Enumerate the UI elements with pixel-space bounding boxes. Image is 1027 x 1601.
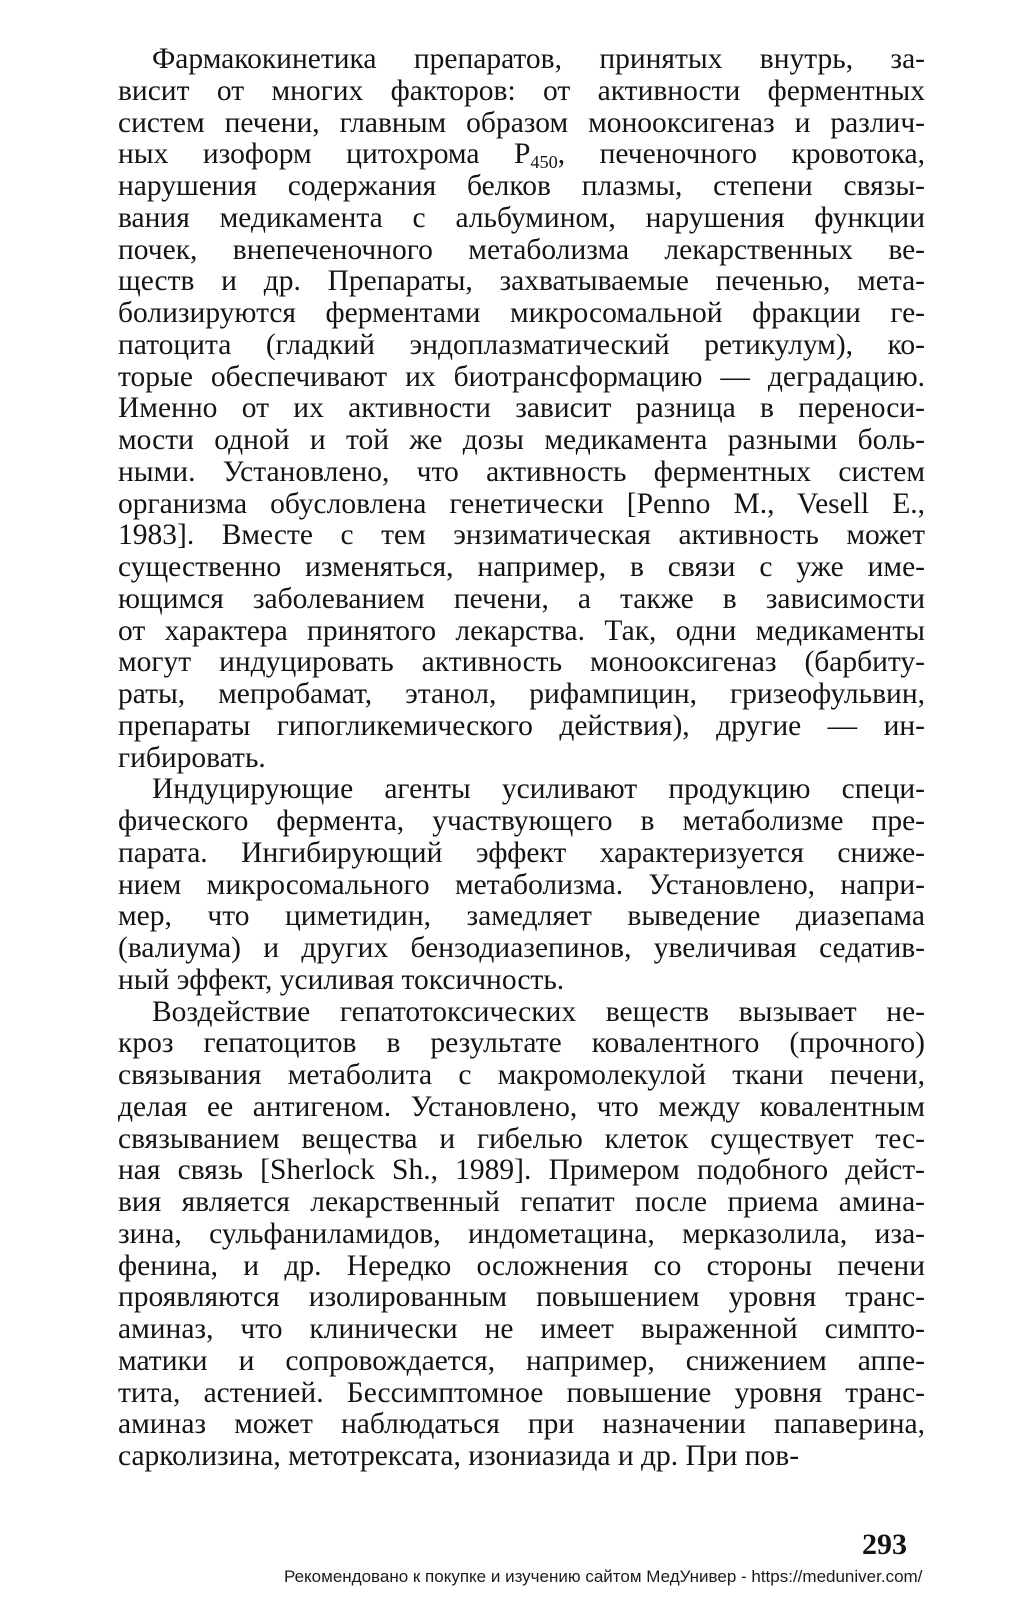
cytochrome-subscript: 450	[530, 152, 558, 171]
paragraph-inducing-agents	[118, 774, 925, 996]
text-line: фенина, и др. Нередко осложнения со стороны печени	[118, 1250, 925, 1282]
text-line: висит от многих факторов: от активности ферментных	[118, 75, 925, 107]
text-line: Воздействие гепатотоксических веществ вызывает не-	[152, 996, 925, 1028]
text-line: Индуцирующие агенты усиливают продукцию специ-	[152, 774, 925, 806]
footer-watermark-text: Рекомендовано к покупке и изучению сайтом МедУнивер - https://meduniver.com/	[284, 1567, 923, 1586]
text-line: раты, мепробамат, этанол, рифампицин, гризеофульвин,	[118, 679, 925, 710]
text-line: почек, внепеченочного метаболизма лекарственных ве-	[118, 234, 925, 266]
text-line: болизируются ферментами микросомальной фракции ге-	[118, 298, 925, 329]
text-line: вия является лекарственный гепатит после приема амина-	[118, 1187, 925, 1218]
text-line: патоцита (гладкий эндоплазматический ретикулум), ко-	[118, 329, 925, 361]
text-line: организма обусловлена генетически [Penno M., Vesell E.,	[118, 488, 925, 520]
text-line: тита, астенией. Бессимптомное повышение уровня транс-	[118, 1377, 925, 1409]
text-line: ный эффект, усиливая токсичность.	[118, 964, 565, 996]
text-line: препараты гипогликемического действия), другие — ин-	[118, 710, 925, 742]
text-line: матики и сопровождается, например, снижением аппе-	[118, 1345, 925, 1377]
text-line: аминаз, что клинически не имеет выраженной симпто-	[118, 1314, 925, 1345]
text-line: парата. Ингибирующий эффект характеризуется сниже-	[118, 837, 925, 869]
paragraph-hepatotoxic-substances	[118, 997, 925, 1473]
text-line: систем печени, главным образом монооксигеназ и различ-	[118, 107, 925, 139]
text-line: от характера принятого лекарства. Так, одни медикаменты	[118, 615, 925, 647]
page-body	[118, 44, 925, 1473]
text-line: (валиума) и других бензодиазепинов, увеличивая седатив-	[118, 933, 925, 964]
text-line: делая ее антигеном. Установлено, что между ковалентным	[118, 1091, 925, 1123]
text-line: существенно изменяться, например, в связи с уже име-	[118, 552, 925, 583]
paragraph-pharmacokinetics	[118, 44, 925, 774]
text-line: Именно от их активности зависит разница в переноси-	[118, 393, 925, 425]
text-line	[118, 139, 925, 171]
text-line: ществ и др. Препараты, захватываемые печенью, мета-	[118, 266, 925, 298]
text-line: фического фермента, участвующего в метаболизме пре-	[118, 806, 925, 837]
text-line: нием микросомального метаболизма. Установлено, напри-	[118, 869, 925, 901]
text-line: ющимся заболеванием печени, а также в зависимости	[118, 583, 925, 615]
text-line: кроз гепатоцитов в результате ковалентного (прочного)	[118, 1028, 925, 1060]
text-line: ными. Установлено, что активность ферментных систем	[118, 456, 925, 488]
text-line-main: ных изоформ цитохрома P	[118, 139, 531, 171]
text-line: проявляются изолированным повышением уровня транс-	[118, 1282, 925, 1314]
text-line: мости одной и той же дозы медикамента разными боль-	[118, 425, 925, 456]
text-line: связывания метаболита с макромолекулой ткани печени,	[118, 1060, 925, 1091]
text-line: вания медикамента с альбумином, нарушения функции	[118, 202, 925, 234]
text-line: могут индуцировать активность монооксигеназ (барбиту-	[118, 647, 925, 679]
page-number: 293	[862, 1528, 907, 1561]
text-line: сарколизина, метотрексата, изониазида и др. При пов-	[118, 1441, 800, 1472]
text-line: зина, сульфаниламидов, индометацина, мерказолила, иза-	[118, 1218, 925, 1250]
text-line: нарушения содержания белков плазмы, степени связы-	[118, 171, 925, 202]
text-line: торые обеспечивают их биотрансформацию — деградацию.	[118, 361, 925, 393]
text-line: связыванием вещества и гибелью клеток существует тес-	[118, 1123, 925, 1155]
text-line-tail: , печеночного кровотока,	[557, 139, 925, 171]
text-line: гибировать.	[118, 742, 266, 774]
text-line: мер, что циметидин, замедляет выведение диазепама	[118, 901, 925, 933]
text-line: 1983]. Вместе с тем энзиматическая активность может	[118, 520, 925, 552]
text-line: аминаз может наблюдаться при назначении папаверина,	[118, 1409, 925, 1441]
text-line: Фармакокинетика препаратов, принятых внутрь, за-	[152, 44, 925, 75]
text-line: ная связь [Sherlock Sh., 1989]. Примером подобного дейст-	[118, 1155, 925, 1187]
